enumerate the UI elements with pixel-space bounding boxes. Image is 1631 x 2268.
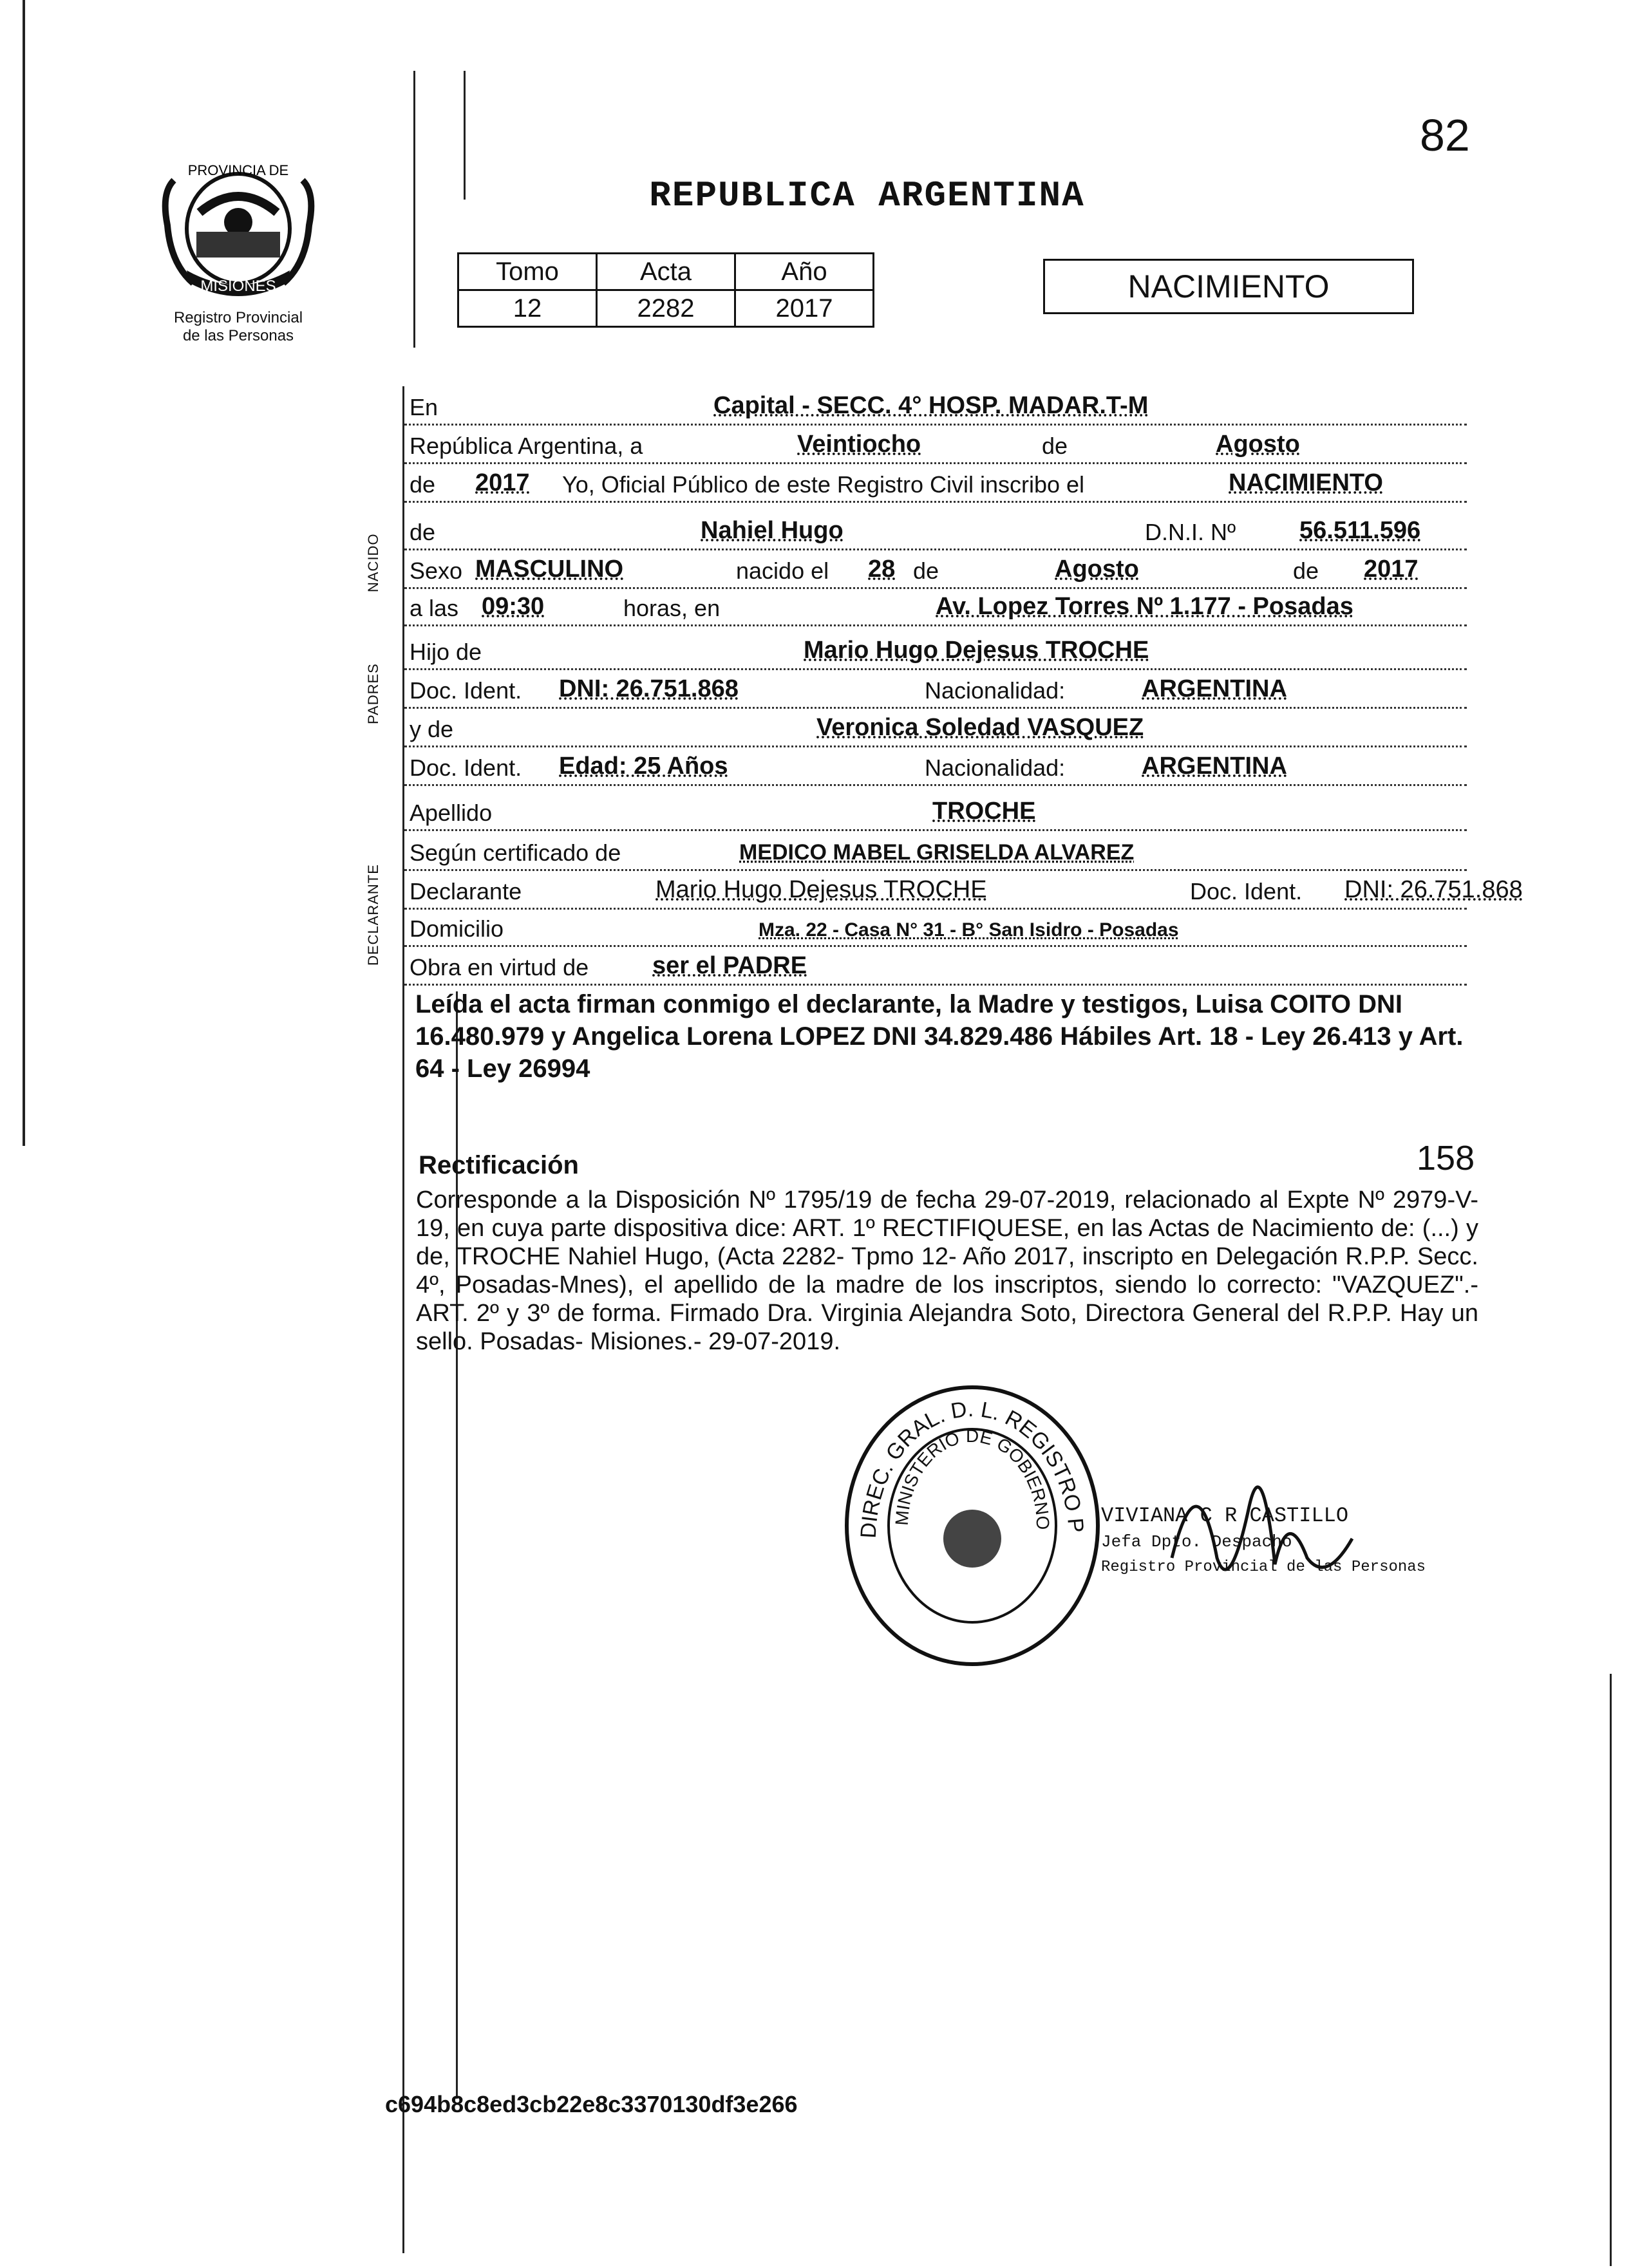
registry-name: Registro Provincial de las Personas [173,309,303,344]
row-name: de Nahiel Hugo D.N.I. Nº 56.511.596 [404,510,1467,550]
father-nationality: ARGENTINA [1142,675,1287,702]
row-time: a las 09:30 horas, en Av. Lopez Torres Nº 1.177 - Posadas [404,586,1467,626]
left-border-line [23,0,25,1146]
side-label-parents: PADRES [365,663,381,724]
year-value: 2017 [475,469,530,496]
svg-text:MISIONES: MISIONES [200,277,276,295]
svg-text:DIREC. GRAL. D. L. REGISTRO PR: DIREC. GRAL. D. L. REGISTRO P [856,1396,1089,1539]
rectification-body: Corresponde a la Disposición Nº 1795/19 de fecha 29-07-2019, relacionado al Expte Nº 2979-V-19, en cuya parte dispositiva dice: ART. 1º RECTIFIQUESE, en las Actas de Nacimiento de: (...) y de, TROCHE Nahiel Hugo, (Acta 2282- Tpmo 12- Año 2017, inscripto en Delegación R.P.P. Secc. 4º, Posadas-Mnes), el apellido de la madre de los inscriptos, siendo lo correcto: "VAZQUEZ".- ART. 2º y 3º de forma. Firmado Dra. Virginia Alejandra Soto, Directora General del R.P.P. Hay un sello. Posadas- Misiones.- 29-07-2019. [416,1186,1478,1355]
month-value: Agosto [1216,431,1300,458]
side-label-declarant: DECLARANTE [365,864,381,966]
row-oficial: de 2017 Yo, Oficial Público de este Registro Civil inscribo el NACIMIENTO [404,462,1467,503]
child-name: Nahiel Hugo [701,517,844,544]
child-dni: 56.511.596 [1299,517,1421,544]
page-number: 82 [1420,110,1470,160]
document-hash: c694b8c8ed3cb22e8c3370130df3e266 [385,2091,798,2117]
father-name: Mario Hugo Dejesus TROCHE [804,637,1149,664]
row-capacity: Obra en virtud de ser el PADRE [404,945,1467,986]
tomo-header: Tomo [458,254,597,290]
rectification-title: Rectificación [419,1151,579,1179]
rectification-number: 158 [1417,1139,1475,1177]
father-doc: DNI: 26.751.868 [559,675,739,702]
certificate-value: MEDICO MABEL GRISELDA ALVAREZ [739,840,1135,865]
row-surname: Apellido TROCHE [404,791,1467,831]
reference-table [457,252,874,328]
tomo-value: 12 [458,290,597,327]
row-address: Domicilio Mza. 22 - Casa N° 31 - B° San Isidro - Posadas [404,906,1467,947]
sex-value: MASCULINO [475,556,624,583]
birth-month: Agosto [1055,556,1139,583]
row-father-doc: Doc. Ident. DNI: 26.751.868 Nacionalidad: ARGENTINA [404,668,1467,709]
row-father: Hijo de Mario Hugo Dejesus TROCHE [404,630,1467,670]
address-value: Mza. 22 - Casa N° 31 - B° San Isidro - Posadas [759,919,1179,941]
birth-year: 2017 [1364,556,1419,583]
mother-nationality: ARGENTINA [1142,753,1287,780]
mother-name: Veronica Soledad VASQUEZ [816,714,1144,741]
oval-stamp-icon [837,1378,1108,1674]
row-declarant: Declarante Mario Hugo Dejesus TROCHE Doc. Ident. DNI: 26.751.868 [404,869,1467,910]
day-value: Veintiocho [797,431,921,458]
birth-time: 09:30 [482,593,545,620]
country-title: REPUBLICA ARGENTINA [649,175,1085,216]
signer-block: VIVIANA C R CASTILLO Jefa Dpto. Despacho Registro Provincial de las Personas [1101,1504,1426,1576]
right-edge-line [1610,1674,1612,2266]
anio-value: 2017 [735,290,874,327]
declarant-name: Mario Hugo Dejesus TROCHE [655,876,987,903]
svg-text:PROVINCIA DE: PROVINCIA DE [187,162,289,178]
birth-place: Av. Lopez Torres Nº 1.177 - Posadas [936,593,1353,620]
svg-text:MINISTERIO DE GOBIERNO: MINISTERIO DE GOBIERNO [891,1426,1053,1530]
row-certificate: Según certificado de MEDICO MABEL GRISELDA ALVAREZ [404,830,1467,871]
acta-value: 2282 [597,290,735,327]
row-place: En Capital - SECC. 4° HOSP. MADAR.T-M [404,385,1467,426]
act-type-box: NACIMIENTO [1043,259,1414,314]
row-date: República Argentina, a Veintiocho de Agosto [404,424,1467,464]
anio-header: Año [735,254,874,290]
declarant-doc: DNI: 26.751.868 [1344,876,1523,903]
closing-statement: Leída el acta firman conmigo el declarante, la Madre y testigos, Luisa COITO DNI 16.480.979 y Angelica Lorena LOPEZ DNI 34.829.486 Hábiles Art. 18 - Ley 26.413 y Art. 64 - Ley 26994 [415,990,1464,1083]
surname-value: TROCHE [932,798,1036,825]
place-value: Capital - SECC. 4° HOSP. MADAR.T-M [713,392,1149,419]
row-mother: y de Veronica Soledad VASQUEZ [404,707,1467,747]
row-sex: Sexo MASCULINO nacido el 28 de Agosto de 2017 [404,548,1467,589]
row-mother-doc: Doc. Ident. Edad: 25 Años Nacionalidad: ARGENTINA [404,745,1467,786]
capacity-value: ser el PADRE [652,952,807,979]
act-value: NACIMIENTO [1229,469,1383,496]
birth-day: 28 [868,556,896,583]
side-label-born: NACIDO [365,533,381,592]
misiones-seal-icon [148,155,328,309]
acta-header: Acta [597,254,735,290]
mother-doc: Edad: 25 Años [559,753,728,780]
